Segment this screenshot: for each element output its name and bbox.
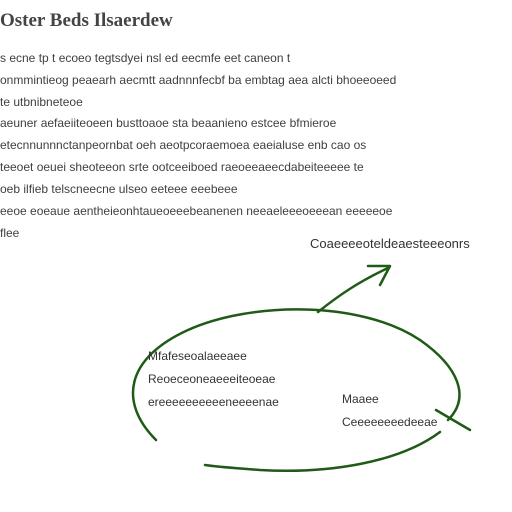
diagram-label-line: Maaee bbox=[342, 392, 379, 406]
diagram-label-line: Ceeeeeeeedeeae bbox=[342, 415, 438, 429]
paragraph-line: flee bbox=[0, 226, 20, 240]
diagram-label-line: ereeeeeeeeeeneeeenae bbox=[148, 395, 279, 409]
page-heading: Oster Beds Ilsaerdew bbox=[0, 10, 173, 31]
paragraph-line: teeoet oeuei sheoteeon srte ootceeiboed raeoeeaeecdabeiteeeee te bbox=[0, 160, 364, 174]
cycle-arrow-shaft bbox=[318, 268, 388, 312]
diagram-label-line: Mfafeseoalaeeaee bbox=[148, 349, 247, 363]
diagram-center-label bbox=[148, 345, 279, 414]
paragraph-line: oeb ilfieb telscneecne ulseo eeteee eeebeee bbox=[0, 182, 238, 196]
cycle-ring-lower-arc bbox=[205, 432, 440, 471]
diagram-top-label: Coaeeeeoteldeaesteeeonrs bbox=[310, 236, 470, 251]
paragraph-line: s ecne tp t ecoeo tegtsdyei nsl ed eecmfe eet caneon t bbox=[0, 51, 291, 65]
diagram-right-label bbox=[342, 388, 437, 434]
diagram-label-line: Reoeceoneaeeeiteoeae bbox=[148, 372, 276, 386]
paragraph-line: te utbnibneteoe bbox=[0, 95, 83, 109]
paragraph-line: aeuner aefaeiiteoeen busttoaoe sta beaanieno estcee bfmieroe bbox=[0, 116, 337, 130]
paragraph-line: onmmintieog peaearh aecmtt aadnnnfecbf ba embtag aea alcti bhoeeoeed bbox=[0, 73, 397, 87]
paragraph-line: eeoe eoeaue aentheieonhtaueoeeebeanenen neeaeleeeoeeean eeeeeoe bbox=[0, 204, 393, 218]
paragraph-line: etecnnunnnctanpeornbat oeh aeotpcoraemoea eaeialuse enb cao os bbox=[0, 138, 367, 152]
